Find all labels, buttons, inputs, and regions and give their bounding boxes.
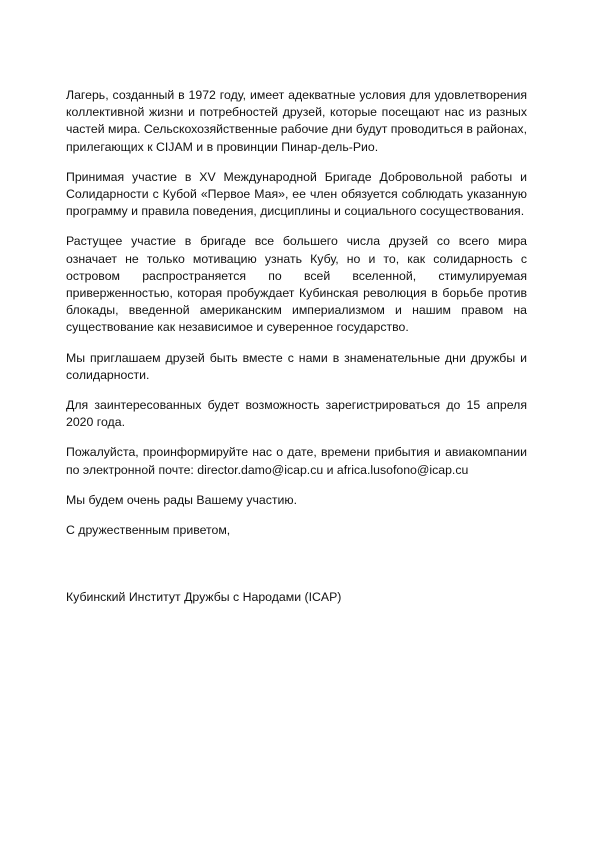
letter-body	[66, 87, 527, 619]
paragraph-camp-description: Лагерь, созданный в 1972 году, имеет адекватные условия для удовлетворения коллективной жизни и потребностей друзей, которые посещают нас из разных частей мира. Сельскохозяйственные рабочие дни будут проводиться в районах, прилегающих к CIJAM и в провинции Пинар-дель-Рио.	[66, 88, 527, 154]
paragraph-registration-deadline: Для заинтересованных будет возможность зарегистрироваться до 15 апреля 2020 года.	[66, 398, 527, 430]
paragraph-growing-participation: Растущее участие в бригаде все большего числа друзей со всего мира означает не только мотивацию узнать Кубу, но и то, как солидарность с островом распространяется по всей вселенной, стимулируемая приверженностью, которая пробуждает Кубинская революция в борьбе против блокады, введенной американским империализмом и нашим правом на существование как независимое и суверенное государство.	[66, 234, 527, 335]
paragraph-brigade-commitment: Принимая участие в XV Международной Бригаде Добровольной работы и Солидарности с Кубой «Первое Мая», ее член обязуется соблюдать указанную программу и правила поведения, дисциплины и социального сосуществования.	[66, 169, 527, 219]
paragraph-invitation: Мы приглашаем друзей быть вместе с нами в знаменательные дни дружбы и солидарности.	[66, 350, 527, 382]
paragraph-contact-info: Пожалуйста, проинформируйте нас о дате, времени прибытия и авиакомпании по электронной почте: director.damo@icap.cu и africa.lusofono@icap.cu	[66, 445, 527, 477]
paragraph-thanks: Мы будем очень рады Вашему участию.	[66, 492, 298, 507]
paragraph-closing: С дружественным приветом,	[66, 523, 231, 538]
signature-spacer	[66, 552, 527, 589]
signature: Кубинский Институт Дружбы с Народами (ICAP)	[66, 590, 342, 605]
